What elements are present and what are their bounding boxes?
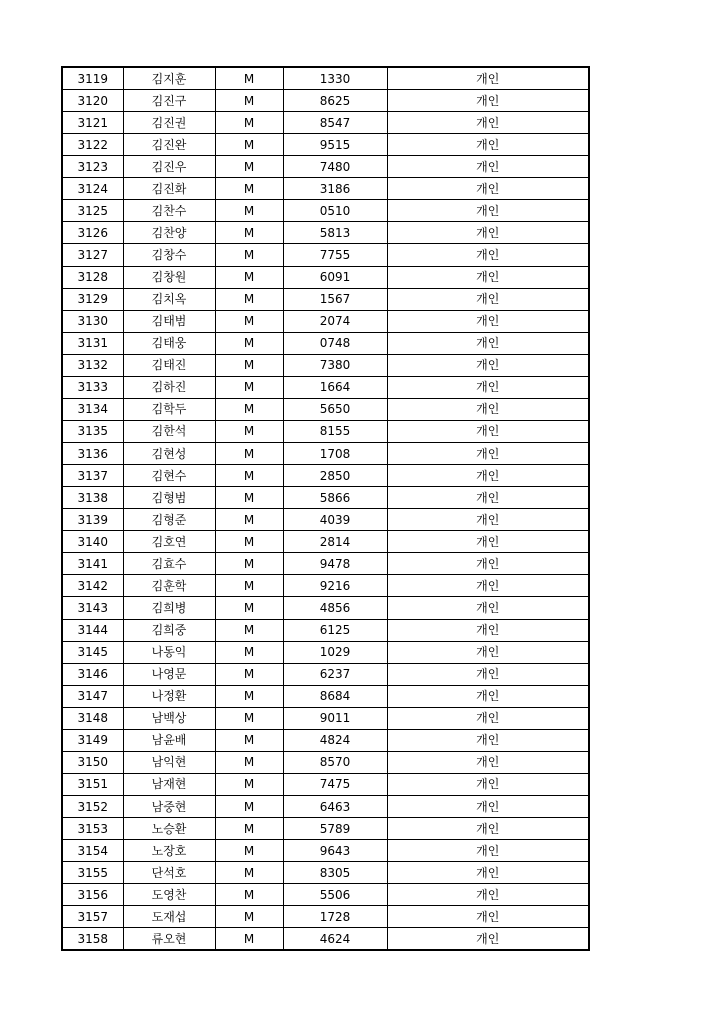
type-cell: 개인 [387, 531, 589, 553]
sex-cell: M [215, 553, 283, 575]
name-cell: 김찬양 [123, 222, 215, 244]
table-row [62, 443, 589, 465]
name-cell: 김찬수 [123, 200, 215, 222]
name-cell: 남익현 [123, 751, 215, 773]
table-row [62, 178, 589, 200]
type-cell: 개인 [387, 354, 589, 376]
sex-cell: M [215, 420, 283, 442]
code-cell: 4856 [283, 597, 387, 619]
table-row [62, 354, 589, 376]
entry-number-cell: 3137 [62, 465, 123, 487]
sex-cell: M [215, 509, 283, 531]
name-cell: 김현수 [123, 465, 215, 487]
type-cell: 개인 [387, 862, 589, 884]
table-row [62, 487, 589, 509]
type-cell: 개인 [387, 597, 589, 619]
entry-number-cell: 3153 [62, 818, 123, 840]
sex-cell: M [215, 156, 283, 178]
entry-number-cell: 3139 [62, 509, 123, 531]
entry-number-cell: 3155 [62, 862, 123, 884]
table-row [62, 641, 589, 663]
roster-table-body [62, 67, 589, 950]
sex-cell: M [215, 310, 283, 332]
type-cell: 개인 [387, 619, 589, 641]
table-row [62, 663, 589, 685]
entry-number-cell: 3121 [62, 112, 123, 134]
name-cell: 남재현 [123, 773, 215, 795]
code-cell: 5650 [283, 398, 387, 420]
entry-number-cell: 3119 [62, 67, 123, 90]
table-row [62, 773, 589, 795]
sex-cell: M [215, 818, 283, 840]
entry-number-cell: 3157 [62, 906, 123, 928]
sex-cell: M [215, 376, 283, 398]
code-cell: 1664 [283, 376, 387, 398]
name-cell: 김효수 [123, 553, 215, 575]
entry-number-cell: 3125 [62, 200, 123, 222]
type-cell: 개인 [387, 67, 589, 90]
entry-number-cell: 3122 [62, 134, 123, 156]
type-cell: 개인 [387, 509, 589, 531]
entry-number-cell: 3147 [62, 685, 123, 707]
entry-number-cell: 3126 [62, 222, 123, 244]
type-cell: 개인 [387, 818, 589, 840]
name-cell: 단석호 [123, 862, 215, 884]
code-cell: 7475 [283, 773, 387, 795]
table-row [62, 509, 589, 531]
type-cell: 개인 [387, 288, 589, 310]
code-cell: 8547 [283, 112, 387, 134]
code-cell: 1728 [283, 906, 387, 928]
code-cell: 9515 [283, 134, 387, 156]
name-cell: 남백상 [123, 707, 215, 729]
entry-number-cell: 3144 [62, 619, 123, 641]
name-cell: 김치옥 [123, 288, 215, 310]
table-row [62, 90, 589, 112]
type-cell: 개인 [387, 443, 589, 465]
code-cell: 4824 [283, 729, 387, 751]
name-cell: 도영찬 [123, 884, 215, 906]
table-row [62, 531, 589, 553]
sex-cell: M [215, 487, 283, 509]
code-cell: 6091 [283, 266, 387, 288]
entry-number-cell: 3129 [62, 288, 123, 310]
name-cell: 김지훈 [123, 67, 215, 90]
table-row [62, 575, 589, 597]
code-cell: 8305 [283, 862, 387, 884]
table-row [62, 751, 589, 773]
sex-cell: M [215, 200, 283, 222]
sex-cell: M [215, 354, 283, 376]
table-row [62, 553, 589, 575]
sex-cell: M [215, 398, 283, 420]
sex-cell: M [215, 575, 283, 597]
table-row [62, 707, 589, 729]
sex-cell: M [215, 862, 283, 884]
code-cell: 8155 [283, 420, 387, 442]
entry-number-cell: 3127 [62, 244, 123, 266]
table-row [62, 862, 589, 884]
table-row [62, 840, 589, 862]
code-cell: 6237 [283, 663, 387, 685]
table-row [62, 685, 589, 707]
table-row [62, 310, 589, 332]
code-cell: 8570 [283, 751, 387, 773]
entry-number-cell: 3148 [62, 707, 123, 729]
type-cell: 개인 [387, 266, 589, 288]
name-cell: 김학두 [123, 398, 215, 420]
code-cell: 0510 [283, 200, 387, 222]
table-row [62, 112, 589, 134]
table-row [62, 222, 589, 244]
table-row [62, 818, 589, 840]
entry-number-cell: 3133 [62, 376, 123, 398]
table-row [62, 134, 589, 156]
code-cell: 8684 [283, 685, 387, 707]
name-cell: 김창수 [123, 244, 215, 266]
entry-number-cell: 3151 [62, 773, 123, 795]
code-cell: 1029 [283, 641, 387, 663]
table-row [62, 398, 589, 420]
entry-number-cell: 3142 [62, 575, 123, 597]
sex-cell: M [215, 597, 283, 619]
name-cell: 김형범 [123, 487, 215, 509]
code-cell: 0748 [283, 332, 387, 354]
table-row [62, 156, 589, 178]
sex-cell: M [215, 531, 283, 553]
entry-number-cell: 3135 [62, 420, 123, 442]
entry-number-cell: 3158 [62, 928, 123, 951]
sex-cell: M [215, 884, 283, 906]
name-cell: 김태웅 [123, 332, 215, 354]
entry-number-cell: 3143 [62, 597, 123, 619]
name-cell: 김창원 [123, 266, 215, 288]
code-cell: 7755 [283, 244, 387, 266]
type-cell: 개인 [387, 773, 589, 795]
sex-cell: M [215, 266, 283, 288]
code-cell: 9478 [283, 553, 387, 575]
type-cell: 개인 [387, 90, 589, 112]
code-cell: 2850 [283, 465, 387, 487]
sex-cell: M [215, 112, 283, 134]
sex-cell: M [215, 619, 283, 641]
name-cell: 나정환 [123, 685, 215, 707]
entry-number-cell: 3156 [62, 884, 123, 906]
type-cell: 개인 [387, 178, 589, 200]
name-cell: 김진완 [123, 134, 215, 156]
entry-number-cell: 3132 [62, 354, 123, 376]
sex-cell: M [215, 751, 283, 773]
code-cell: 8625 [283, 90, 387, 112]
type-cell: 개인 [387, 641, 589, 663]
sex-cell: M [215, 840, 283, 862]
entry-number-cell: 3150 [62, 751, 123, 773]
type-cell: 개인 [387, 575, 589, 597]
type-cell: 개인 [387, 553, 589, 575]
sex-cell: M [215, 707, 283, 729]
code-cell: 6463 [283, 796, 387, 818]
entry-number-cell: 3123 [62, 156, 123, 178]
code-cell: 1567 [283, 288, 387, 310]
sex-cell: M [215, 906, 283, 928]
code-cell: 7380 [283, 354, 387, 376]
entry-number-cell: 3149 [62, 729, 123, 751]
table-row [62, 619, 589, 641]
sex-cell: M [215, 134, 283, 156]
code-cell: 9216 [283, 575, 387, 597]
code-cell: 9011 [283, 707, 387, 729]
type-cell: 개인 [387, 222, 589, 244]
name-cell: 김태진 [123, 354, 215, 376]
type-cell: 개인 [387, 487, 589, 509]
entry-number-cell: 3131 [62, 332, 123, 354]
table-row [62, 729, 589, 751]
code-cell: 1330 [283, 67, 387, 90]
table-row [62, 597, 589, 619]
code-cell: 5866 [283, 487, 387, 509]
sex-cell: M [215, 465, 283, 487]
table-row [62, 906, 589, 928]
name-cell: 남윤배 [123, 729, 215, 751]
table-row [62, 420, 589, 442]
sex-cell: M [215, 244, 283, 266]
table-row [62, 796, 589, 818]
table-row [62, 376, 589, 398]
entry-number-cell: 3154 [62, 840, 123, 862]
type-cell: 개인 [387, 906, 589, 928]
name-cell: 김진구 [123, 90, 215, 112]
code-cell: 6125 [283, 619, 387, 641]
name-cell: 김형준 [123, 509, 215, 531]
type-cell: 개인 [387, 112, 589, 134]
name-cell: 노장호 [123, 840, 215, 862]
code-cell: 5813 [283, 222, 387, 244]
type-cell: 개인 [387, 200, 589, 222]
name-cell: 김진화 [123, 178, 215, 200]
type-cell: 개인 [387, 796, 589, 818]
code-cell: 2814 [283, 531, 387, 553]
sex-cell: M [215, 685, 283, 707]
sex-cell: M [215, 222, 283, 244]
table-row [62, 266, 589, 288]
table-row [62, 332, 589, 354]
type-cell: 개인 [387, 884, 589, 906]
type-cell: 개인 [387, 928, 589, 951]
name-cell: 김태범 [123, 310, 215, 332]
entry-number-cell: 3134 [62, 398, 123, 420]
entry-number-cell: 3152 [62, 796, 123, 818]
type-cell: 개인 [387, 729, 589, 751]
name-cell: 김훈학 [123, 575, 215, 597]
sex-cell: M [215, 288, 283, 310]
name-cell: 김진권 [123, 112, 215, 134]
table-row [62, 928, 589, 951]
entry-number-cell: 3128 [62, 266, 123, 288]
name-cell: 김진우 [123, 156, 215, 178]
type-cell: 개인 [387, 398, 589, 420]
entry-number-cell: 3124 [62, 178, 123, 200]
name-cell: 김현성 [123, 443, 215, 465]
table-row [62, 200, 589, 222]
table-row [62, 67, 589, 90]
name-cell: 류오현 [123, 928, 215, 951]
type-cell: 개인 [387, 465, 589, 487]
name-cell: 김희병 [123, 597, 215, 619]
sex-cell: M [215, 90, 283, 112]
sex-cell: M [215, 928, 283, 951]
name-cell: 김하진 [123, 376, 215, 398]
table-row [62, 288, 589, 310]
code-cell: 5789 [283, 818, 387, 840]
roster-table [61, 66, 590, 951]
type-cell: 개인 [387, 663, 589, 685]
code-cell: 4624 [283, 928, 387, 951]
code-cell: 2074 [283, 310, 387, 332]
name-cell: 나동익 [123, 641, 215, 663]
type-cell: 개인 [387, 376, 589, 398]
type-cell: 개인 [387, 840, 589, 862]
entry-number-cell: 3136 [62, 443, 123, 465]
sex-cell: M [215, 663, 283, 685]
entry-number-cell: 3145 [62, 641, 123, 663]
name-cell: 남중현 [123, 796, 215, 818]
entry-number-cell: 3140 [62, 531, 123, 553]
name-cell: 김희중 [123, 619, 215, 641]
type-cell: 개인 [387, 156, 589, 178]
code-cell: 4039 [283, 509, 387, 531]
name-cell: 나영문 [123, 663, 215, 685]
type-cell: 개인 [387, 134, 589, 156]
type-cell: 개인 [387, 707, 589, 729]
sex-cell: M [215, 67, 283, 90]
sex-cell: M [215, 443, 283, 465]
sex-cell: M [215, 641, 283, 663]
table-row [62, 884, 589, 906]
name-cell: 노승환 [123, 818, 215, 840]
type-cell: 개인 [387, 685, 589, 707]
type-cell: 개인 [387, 310, 589, 332]
name-cell: 김한석 [123, 420, 215, 442]
sex-cell: M [215, 773, 283, 795]
sex-cell: M [215, 332, 283, 354]
code-cell: 7480 [283, 156, 387, 178]
entry-number-cell: 3141 [62, 553, 123, 575]
sex-cell: M [215, 178, 283, 200]
type-cell: 개인 [387, 751, 589, 773]
entry-number-cell: 3138 [62, 487, 123, 509]
table-row [62, 465, 589, 487]
name-cell: 김호연 [123, 531, 215, 553]
entry-number-cell: 3130 [62, 310, 123, 332]
entry-number-cell: 3146 [62, 663, 123, 685]
name-cell: 도재섭 [123, 906, 215, 928]
code-cell: 9643 [283, 840, 387, 862]
code-cell: 1708 [283, 443, 387, 465]
table-row [62, 244, 589, 266]
code-cell: 3186 [283, 178, 387, 200]
type-cell: 개인 [387, 244, 589, 266]
type-cell: 개인 [387, 332, 589, 354]
type-cell: 개인 [387, 420, 589, 442]
entry-number-cell: 3120 [62, 90, 123, 112]
sex-cell: M [215, 796, 283, 818]
sex-cell: M [215, 729, 283, 751]
code-cell: 5506 [283, 884, 387, 906]
